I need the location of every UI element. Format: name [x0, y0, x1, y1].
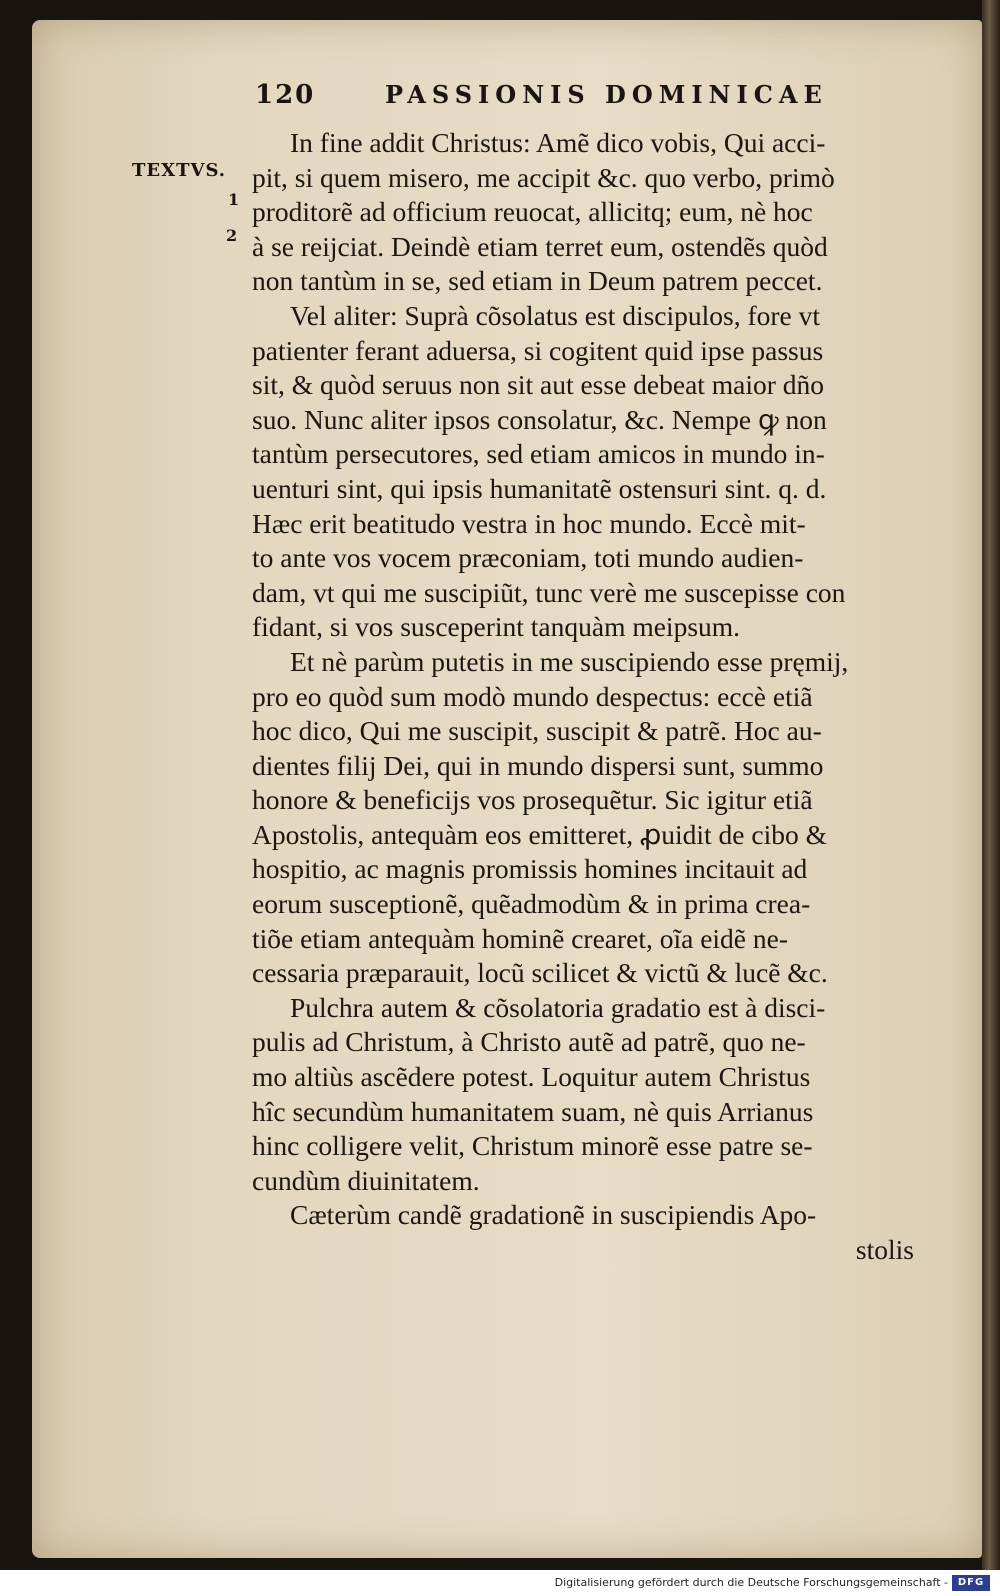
text-line: Apostolis, antequàm eos emitteret, ꝓuidit de cibo & [252, 818, 828, 850]
text-line: Hæc erit beatitudo vestra in hoc mundo. Eccè mit- [252, 507, 806, 539]
body-text [252, 126, 932, 1268]
text-line: hospitio, ac magnis promissis homines incitauit ad [252, 853, 808, 885]
text-line: Pulchra autem & cõsolatoria gradatio est à disci- [290, 991, 826, 1023]
text-line: Cæterùm candẽ gradationẽ in suscipiendis Apo- [290, 1199, 817, 1231]
text-line: to ante vos vocem præconiam, toti mundo audien- [252, 542, 804, 574]
text-line: fidant, si vos susceperint tanquàm meipsum. [252, 611, 741, 643]
text-line: pit, si quem misero, me accipit &c. quo verbo, primò [252, 161, 835, 193]
text-line: cundùm diuinitatem. [252, 1164, 480, 1196]
text-line: pulis ad Christum, à Christo autẽ ad patrẽ, quo ne- [252, 1026, 806, 1058]
text-line: cessaria præparauit, locũ scilicet & victũ & lucẽ &c. [252, 957, 828, 989]
text-line: honore & beneficijs vos prosequẽtur. Sic igitur etiã [252, 784, 813, 816]
text-line: dam, vt qui me suscipiũt, tunc verè me suscepisse con [252, 576, 846, 608]
text-line: Et nè parùm putetis in me suscipiendo esse pręmij, [290, 645, 849, 677]
text-line: hinc colligere velit, Christum minorẽ esse patre se- [252, 1130, 813, 1162]
text-line: patienter ferant aduersa, si cogitent quid ipse passus [252, 334, 824, 366]
text-line: suo. Nunc aliter ipsos consolatur, &c. Nempe ꝙ non [252, 403, 827, 435]
text-line: hîc secundùm humanitatem suam, nè quis Arrianus [252, 1095, 814, 1127]
catchword: stolis [855, 1234, 914, 1265]
running-head: PASSIONIS DOMINICAE [385, 80, 828, 109]
margin-note-number-2: 2 [226, 226, 238, 245]
text-line: Vel aliter: Suprà cõsolatus est discipulos, fore vt [290, 299, 821, 331]
funding-credit: Digitalisierung gefördert durch die Deutsche Forschungsgemeinschaft - [554, 1576, 948, 1589]
book-spine [982, 0, 1000, 1570]
dfg-logo: DFG [952, 1575, 990, 1591]
text-line: In fine addit Christus: Amẽ dico vobis, Qui acci- [290, 127, 826, 158]
text-line: eorum susceptionẽ, quẽadmodùm & in prima crea- [252, 888, 811, 920]
text-line: tiõe etiam antequàm hominẽ crearet, oĩa eidẽ ne- [252, 922, 788, 954]
text-line: tantùm persecutores, sed etiam amicos in mundo in- [252, 438, 825, 470]
margin-note-number-1: 1 [228, 190, 240, 209]
text-line: non tantùm in se, sed etiam in Deum patrem peccet. [252, 265, 823, 297]
text-line: sit, & quòd seruus non sit aut esse debeat maior dño [252, 369, 825, 401]
text-line: dientes filij Dei, qui in mundo dispersi sunt, summo [252, 749, 824, 781]
page-number: 120 [255, 80, 316, 110]
text-line: uenturi sint, qui ipsis humanitatẽ ostensuri sint. q. d. [252, 472, 827, 504]
text-line: pro eo quòd sum modò mundo despectus: eccè etiã [252, 680, 813, 712]
margin-note-textus: TEXTVS. [132, 160, 227, 181]
text-line: proditorẽ ad officium reuocat, allicitq; eum, nè hoc [252, 196, 813, 228]
text-line: hoc dico, Qui me suscipit, suscipit & patrẽ. Hoc au- [252, 715, 822, 747]
text-line: à se reijciat. Deindè etiam terret eum, ostendẽs quòd [252, 230, 828, 262]
footer-bar [0, 1572, 1000, 1596]
text-line: mo altiùs ascẽdere potest. Loquitur autem Christus [252, 1061, 811, 1093]
